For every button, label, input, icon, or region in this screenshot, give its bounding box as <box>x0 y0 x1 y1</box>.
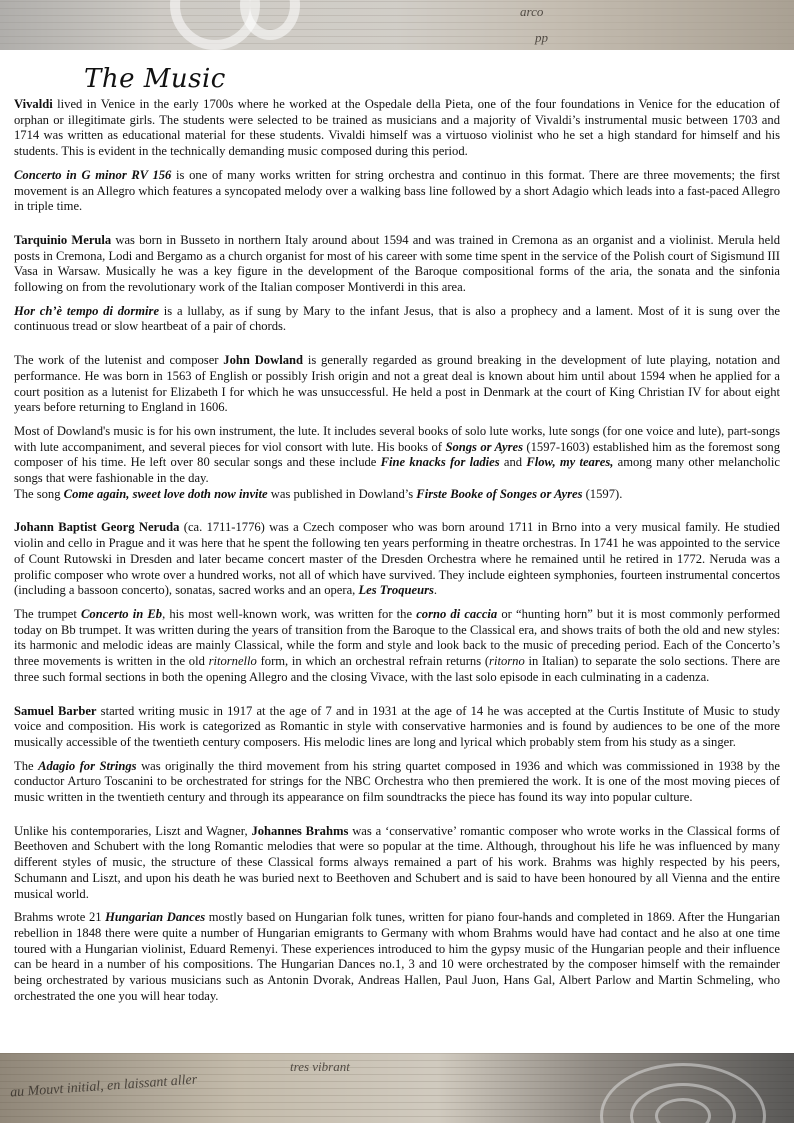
work-title: Hungarian Dances <box>105 910 206 925</box>
bottom-banner-image <box>0 1053 794 1123</box>
dowland-paragraph-3: The song Come again, sweet love doth now invite was published in Dowland’s Firste Booke of Songes or Ayres (1597). <box>14 486 623 501</box>
italic-term: ritorno <box>489 654 525 669</box>
work-title: Hor ch’è tempo di dormire <box>14 303 160 318</box>
brahms-paragraph-2: Brahms wrote 21 Hungarian Dances mostly based on Hungarian folk tunes, written for piano four-hands and completed in 1869. After the Hungarian rebellion in 1848 there were quite a number of Hungarian emigrants to Germany with whom Brahms would have had contact and he also at one time toured with a Hungarian violinist, Eduard Remenyi. These experiences introduced to him the gypsy music of the Hungarian people and their influence can be heard in a number of his compositions. The Hungarian Dances no.1, 3 and 10 were orchestrated by the composer himself with the remainder being orchestrated by various musicians such as Antonin Dvorak, Andreas Hallen, Paul Juon, Hans Gal, Albert Parlow and Martin Schmeling, who orchestrated the one you will hear today. <box>14 910 780 1003</box>
music-word-tempo-marking: au Mouvt initial, en laissant aller <box>9 1072 198 1101</box>
merula-paragraph-1: Tarquinio Merula was born in Busseto in northern Italy around about 1594 and was trained in Cremona as an organist and a violinist. Merula held posts in Cremona, Lodi and Bergamo as a church organist for most of his career with some time spent in the service of the Polish court of Sigismund III Vasa in Warsaw. Musically he was a key figure in the development of the Baroque compositional forms of the aria, the sonata and the sinfonia following on from the revolutionary work of the Italian composer Montiverdi in this area. <box>14 232 780 295</box>
composer-name: John Dowland <box>223 353 304 368</box>
vivaldi-paragraph-2: Concerto in G minor RV 156 is one of many works written for string orchestra and continuo in this format. There are three movements; the first movement is an Allegro which features a syncopated melody over a walking bass line followed by a short Adagio which leads into a fast-paced Allegro in triple time. <box>14 167 780 214</box>
top-banner-image <box>0 0 794 50</box>
work-title: Les Troqueurs <box>358 583 434 598</box>
work-title: Come again, sweet love doth now invite <box>63 486 268 501</box>
vivaldi-paragraph-1: Vivaldi lived in Venice in the early 1700s where he worked at the Ospedale della Pieta, one of the four foundations in Venice for the education of orphan or illegitimate girls. The students were selected to be trained as musicians and a majority of Vivaldi’s instrumental music between 1703 and 1714 was written as educational material for these students. Vivaldi himself was a virtuoso violinist who he set a high standard for himself and his students. This is evident in the technically demanding music composed during this period. <box>14 97 780 159</box>
dowland-paragraph-2: Most of Dowland's music is for his own instrument, the lute. It includes several books of solo lute works, lute songs (for one voice and lute), part-songs with lute accompaniment, and several pieces for viol consort with lute. His books of Songs or Ayres (1597-1603) established him as the foremost song composer of his time. He left over 80 secular songs and these include Fine knacks for ladies and Flow, my teares, among many other melancholic songs that were fashionable in the day. <box>14 423 781 486</box>
music-word-arco: arco <box>520 4 544 19</box>
music-word-pp: pp <box>535 30 548 45</box>
neruda-paragraph-1: Johann Baptist Georg Neruda (ca. 1711-1776) was a Czech composer who was born around 1711 in Brno into a very musical family. He studied violin and cello in Prague and it was here that he spent the following ten years performing in theatre orchestras. In 1741 he was appointed to the service of Count Rutowski in Dresden and later became concert master of the Dresden Orchestra where he remained until he retired in 1772. Neruda was a prolific composer who wrote over a hundred works, not all of which have survived. They include eighteen symphonies, fourteen instrumental concertos (including a bassoon concerto), sonatas, sacred works and an opera, Les Troqueurs. <box>14 520 780 598</box>
composer-name: Johannes Brahms <box>251 823 349 838</box>
work-title: Songs or Ayres <box>445 439 523 454</box>
work-title: Concerto in G minor RV 156 <box>14 167 172 182</box>
barber-paragraph-2: The Adagio for Strings was originally the third movement from his string quartet composed in 1936 and which was commissioned in 1938 by the conductor Arturo Toscanini to be orchestrated for strings for the NBC Orchestra who then premiered the work. It is one of the most moving pieces of music written in the twentieth century and through its appearance on film soundtracks the piece has found its way into popular culture. <box>14 758 781 805</box>
work-title: Flow, my teares, <box>526 455 614 470</box>
composer-name: Vivaldi <box>14 97 53 111</box>
music-word-tres-vibrant: tres vibrant <box>290 1059 350 1074</box>
composer-name: Samuel Barber <box>14 703 97 718</box>
work-title: corno di caccia <box>416 606 498 621</box>
work-title: Firste Booke of Songes or Ayres <box>416 486 583 501</box>
merula-paragraph-2: Hor ch’è tempo di dormire is a lullaby, as if sung by Mary to the infant Jesus, that is also a prophecy and a lament. Most of it is sung over the continuous tread or slow heartbeat of a pair of chords. <box>14 303 780 334</box>
italic-term: ritornello <box>208 654 257 669</box>
dowland-paragraph-1: The work of the lutenist and composer John Dowland is generally regarded as ground breaking in the development of lute playing, notation and performance. He was born in 1563 of English or possibly Irish origin and not a great deal is known about him until about 1594 when he applied for a court position as a lutenist for Elizabeth I for which he was unsuccessful. He held a post in Denmark at the court of King Christian IV for about eight years before returning to England in 1606. <box>14 353 780 415</box>
page-content <box>14 64 780 1012</box>
barber-paragraph-1: Samuel Barber started writing music in 1917 at the age of 7 and in 1931 at the age of 14 he was accepted at the Curtis Institute of Music to study voice and composition. His work is categorized as Romantic in style with conservative harmonies and is found by audiences to be one of the more musically accessible of the twentieth century composers. His melodic lines are long and lyrical which probably stem from his study as a singer. <box>14 703 780 749</box>
composer-name: Tarquinio Merula <box>14 232 112 247</box>
neruda-paragraph-2: The trumpet Concerto in Eb, his most well-known work, was written for the corno di caccia or “hunting horn” but it is most commonly performed today on Bb trumpet. It was written during the years of transition from the Baroque to the Classical era, and shows traits of both the old and new styles: its harmonic and melodic ideas are mainly Classical, while the form and style and look back to the music of preceding period. Each of the Concerto’s three movements is written in the old ritornello form, in which an orchestral refrain returns (ritorno in Italian) to separate the solo sections. There are three such formal sections in both the opening Allegro and the closing Vivace, with the last solo episode in each culminating in a cadenza. <box>14 606 780 684</box>
composer-name: Johann Baptist Georg Neruda <box>14 520 180 535</box>
brahms-paragraph-1: Unlike his contemporaries, Liszt and Wagner, Johannes Brahms was a ‘conservative’ romantic composer who wrote works in the Classical forms of Beethoven and Schubert with the long Romantic melodies that were so popular at the time. Although, throughout his life he was influenced by many different styles of music, the structure of these Classical forms always remained a part of his work. Brahms was highly respected by his peers, Schumann and Liszt, and upon his death he was buried next to Beethoven and Schubert and is said to have been honoured by all Vienna and the entire musical world. <box>14 823 780 901</box>
work-title: Adagio for Strings <box>38 758 137 773</box>
page-title: The Music <box>84 64 226 94</box>
work-title: Concerto in Eb <box>81 606 163 621</box>
work-title: Fine knacks for ladies <box>380 455 500 470</box>
